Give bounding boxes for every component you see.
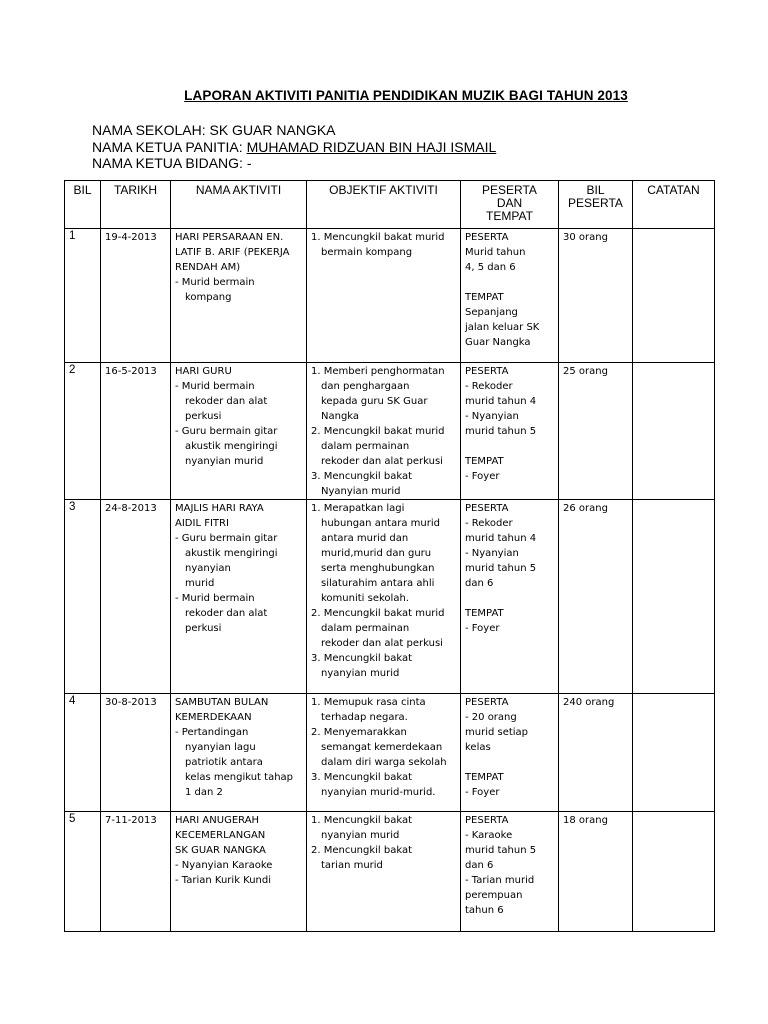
peserta-line: PESERTA <box>465 815 509 826</box>
remarks-cell <box>633 229 715 363</box>
objektif-line: antara murid dan <box>321 533 409 544</box>
aktiviti-line: 1 dan 2 <box>185 787 223 798</box>
peserta-line: murid tahun 4 <box>465 533 537 544</box>
peserta-line: TEMPAT <box>465 772 504 783</box>
column-header: CATATAN <box>633 181 715 229</box>
bil-cell: 5 <box>65 812 101 932</box>
objektif-line: dan penghargaan <box>321 381 410 392</box>
aktiviti-line: - Murid bermain <box>175 277 255 288</box>
objektif-line: 2. Mencungkil bakat murid <box>311 608 445 619</box>
table-row <box>65 363 715 500</box>
peserta-line: murid tahun 5 <box>465 845 537 856</box>
table-header-row <box>65 181 715 229</box>
peserta-line: - Foyer <box>465 471 500 482</box>
aktiviti-line: nyanyian <box>185 563 231 574</box>
aktiviti-line: SK GUAR NANGKA <box>175 845 266 856</box>
bil-cell: 1 <box>65 229 101 363</box>
peserta-line <box>465 591 554 606</box>
date-cell: 19-4-2013 <box>101 229 171 363</box>
objektif-line: 1. Mencungkil bakat <box>311 815 413 826</box>
participant-count-cell: 18 orang <box>559 812 633 932</box>
aktiviti-line: rekoder dan alat <box>185 608 268 619</box>
bil-cell: 3 <box>65 500 101 694</box>
objektif-line: 3. Mencungkil bakat <box>311 772 413 783</box>
peserta-line: Guar Nangka <box>465 337 531 348</box>
participants-cell <box>461 500 559 694</box>
column-header: NAMA AKTIVITI <box>171 181 307 229</box>
peserta-line: - Tarian murid <box>465 875 535 886</box>
objektif-line: 2. Mencungkil bakat <box>311 845 413 856</box>
head-label: NAMA KETUA PANITIA: <box>92 138 243 155</box>
aktiviti-line: kelas mengikut tahap <box>185 772 294 783</box>
peserta-line: dan 6 <box>465 578 494 589</box>
activity-cell <box>171 812 307 932</box>
aktiviti-line: murid <box>185 578 215 589</box>
objektif-line: semangat kemerdekaan <box>321 742 443 753</box>
participants-cell <box>461 229 559 363</box>
aktiviti-line: AIDIL FITRI <box>175 518 229 529</box>
peserta-line: - Rekoder <box>465 518 513 529</box>
aktiviti-line: nyanyian lagu <box>185 742 256 753</box>
date-cell: 24-8-2013 <box>101 500 171 694</box>
participant-count-cell: 30 orang <box>559 229 633 363</box>
objektif-line: tarian murid <box>321 860 383 871</box>
aktiviti-line: nyanyian murid <box>185 456 264 467</box>
aktiviti-line: RENDAH AM) <box>175 262 241 273</box>
peserta-line: TEMPAT <box>465 456 504 467</box>
aktiviti-line: kompang <box>185 292 232 303</box>
objektif-line: murid,murid dan guru <box>321 548 432 559</box>
objective-cell <box>307 500 461 694</box>
objektif-line: 2. Mencungkil bakat murid <box>311 426 445 437</box>
objektif-line: kepada guru SK Guar <box>321 396 428 407</box>
objective-cell <box>307 694 461 812</box>
bil-cell: 4 <box>65 694 101 812</box>
aktiviti-line: akustik mengiringi <box>185 548 278 559</box>
peserta-line: Sepanjang <box>465 307 518 318</box>
objektif-line: nyanyian murid <box>321 668 400 679</box>
school-line <box>92 122 496 139</box>
activity-cell <box>171 694 307 812</box>
objektif-line: rekoder dan alat perkusi <box>321 456 443 467</box>
bil-cell: 2 <box>65 363 101 500</box>
peserta-line: - Karaoke <box>465 830 513 841</box>
date-cell: 7-11-2013 <box>101 812 171 932</box>
aktiviti-line: HARI PERSARAAN EN. <box>175 232 284 243</box>
peserta-line: murid setiap <box>465 727 529 738</box>
school-name: SK GUAR NANGKA <box>209 122 336 138</box>
aktiviti-line: perkusi <box>185 623 222 634</box>
objektif-line: terhadap negara. <box>321 712 408 723</box>
remarks-cell <box>633 500 715 694</box>
objektif-line: dalam diri warga sekolah <box>321 757 447 768</box>
aktiviti-line: HARI GURU <box>175 366 232 377</box>
table-row <box>65 229 715 363</box>
participants-cell <box>461 694 559 812</box>
peserta-line: dan 6 <box>465 860 494 871</box>
objektif-line: 3. Mencungkil bakat <box>311 471 413 482</box>
date-cell: 16-5-2013 <box>101 363 171 500</box>
objektif-line: 1. Memberi penghormatan <box>311 366 445 377</box>
school-label: NAMA SEKOLAH: <box>92 122 206 138</box>
table-row <box>65 694 715 812</box>
aktiviti-line: perkusi <box>185 411 222 422</box>
column-header: BIL PESERTA <box>559 181 633 229</box>
objektif-line: komuniti sekolah. <box>321 593 409 604</box>
date-cell: 30-8-2013 <box>101 694 171 812</box>
peserta-line: perempuan <box>465 890 523 901</box>
aktiviti-line: KECEMERLANGAN <box>175 830 266 841</box>
table-row <box>65 500 715 694</box>
objektif-line: bermain kompang <box>321 247 413 258</box>
head-line <box>92 139 496 156</box>
peserta-line: murid tahun 4 <box>465 396 537 407</box>
aktiviti-line: LATIF B. ARIF (PEKERJA <box>175 247 290 258</box>
aktiviti-line: akustik mengiringi <box>185 441 278 452</box>
objektif-line: 3. Mencungkil bakat <box>311 653 413 664</box>
peserta-line: Murid tahun <box>465 247 526 258</box>
table-row <box>65 812 715 932</box>
peserta-line: kelas <box>465 742 491 753</box>
peserta-line: murid tahun 5 <box>465 563 537 574</box>
peserta-line: TEMPAT <box>465 292 504 303</box>
objektif-line: 1. Merapatkan lagi <box>311 503 405 514</box>
remarks-cell <box>633 363 715 500</box>
objektif-line: rekoder dan alat perkusi <box>321 638 443 649</box>
peserta-line: jalan keluar SK <box>465 322 540 333</box>
activity-cell <box>171 500 307 694</box>
participant-count-cell: 240 orang <box>559 694 633 812</box>
aktiviti-line: - Pertandingan <box>175 727 249 738</box>
objektif-line: dalam permainan <box>321 623 410 634</box>
peserta-line: PESERTA <box>465 232 509 243</box>
peserta-line: TEMPAT <box>465 608 504 619</box>
column-header: OBJEKTIF AKTIVITI <box>307 181 461 229</box>
aktiviti-line: MAJLIS HARI RAYA <box>175 503 264 514</box>
objektif-line: dalam permainan <box>321 441 410 452</box>
objektif-line: serta menghubungkan <box>321 563 435 574</box>
peserta-line <box>465 755 554 770</box>
peserta-line <box>465 439 554 454</box>
objective-cell <box>307 229 461 363</box>
peserta-line: - Nyanyian <box>465 548 519 559</box>
peserta-line: murid tahun 5 <box>465 426 537 437</box>
document-title: LAPORAN AKTIVITI PANITIA PENDIDIKAN MUZIK BAGI TAHUN 2013 <box>184 88 628 103</box>
activity-cell <box>171 229 307 363</box>
aktiviti-line: KEMERDEKAAN <box>175 712 252 723</box>
aktiviti-line: rekoder dan alat <box>185 396 268 407</box>
peserta-line: PESERTA <box>465 697 509 708</box>
objektif-line: 1. Mencungkil bakat murid <box>311 232 445 243</box>
participants-cell <box>461 812 559 932</box>
objektif-line: 1. Memupuk rasa cinta <box>311 697 426 708</box>
objektif-line: nyanyian murid <box>321 830 400 841</box>
aktiviti-line: HARI ANUGERAH <box>175 815 260 826</box>
peserta-line: tahun 6 <box>465 905 504 916</box>
activity-table <box>64 180 715 932</box>
aktiviti-line: SAMBUTAN BULAN <box>175 697 269 708</box>
aktiviti-line: - Murid bermain <box>175 381 255 392</box>
column-header: PESERTA DAN TEMPAT <box>461 181 559 229</box>
objektif-line: Nyanyian murid <box>321 486 401 497</box>
objektif-line: 2. Menyemarakkan <box>311 727 407 738</box>
peserta-line: - Nyanyian <box>465 411 519 422</box>
peserta-line: PESERTA <box>465 503 509 514</box>
participants-cell <box>461 363 559 500</box>
objektif-line: hubungan antara murid <box>321 518 440 529</box>
aktiviti-line: patriotik antara <box>185 757 263 768</box>
participant-count-cell: 26 orang <box>559 500 633 694</box>
aktiviti-line: - Tarian Kurik Kundi <box>175 875 272 886</box>
head-name: MUHAMAD RIDZUAN BIN HAJI ISMAIL <box>246 138 497 155</box>
column-header: TARIKH <box>101 181 171 229</box>
field-head-line: NAMA KETUA BIDANG: - <box>92 155 252 171</box>
objektif-line: Nangka <box>321 411 360 422</box>
peserta-line: - 20 orang <box>465 712 517 723</box>
header-info <box>92 122 496 172</box>
peserta-line: 4, 5 dan 6 <box>465 262 516 273</box>
column-header: BIL <box>65 181 101 229</box>
peserta-line <box>465 275 554 290</box>
objective-cell <box>307 812 461 932</box>
objektif-line: silaturahim antara ahli <box>321 578 435 589</box>
peserta-line: - Foyer <box>465 623 500 634</box>
peserta-line: - Rekoder <box>465 381 513 392</box>
aktiviti-line: - Nyanyian Karaoke <box>175 860 273 871</box>
objektif-line: nyanyian murid-murid. <box>321 787 436 798</box>
aktiviti-line: - Guru bermain gitar <box>175 426 278 437</box>
aktiviti-line: - Guru bermain gitar <box>175 533 278 544</box>
peserta-line: - Foyer <box>465 787 500 798</box>
remarks-cell <box>633 694 715 812</box>
remarks-cell <box>633 812 715 932</box>
participant-count-cell: 25 orang <box>559 363 633 500</box>
objective-cell <box>307 363 461 500</box>
aktiviti-line: - Murid bermain <box>175 593 255 604</box>
peserta-line: PESERTA <box>465 366 509 377</box>
activity-cell <box>171 363 307 500</box>
